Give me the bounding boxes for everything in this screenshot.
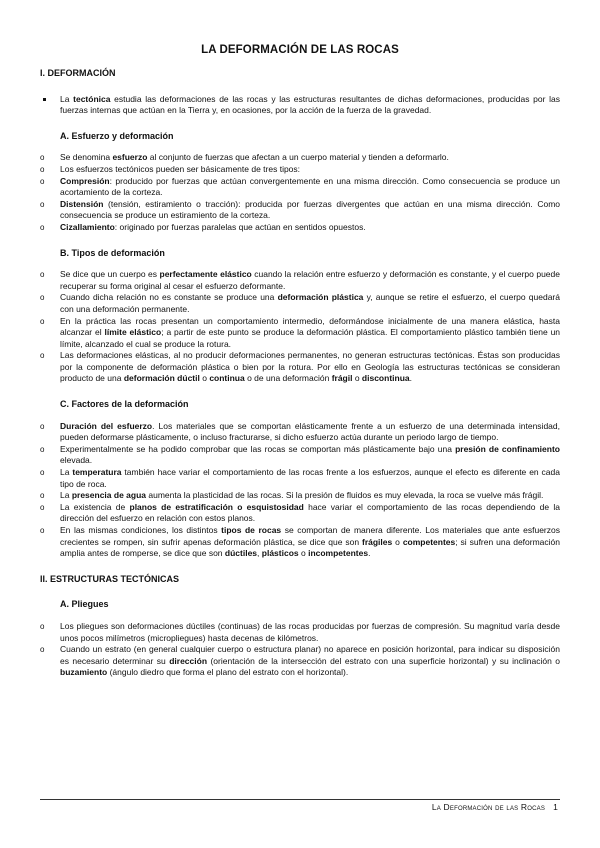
emphasis-term: buzamiento bbox=[60, 667, 108, 678]
page-footer bbox=[432, 802, 558, 812]
emphasis-term: planos de estratificación o esquistosidad bbox=[129, 501, 304, 512]
list-tipos bbox=[40, 269, 560, 385]
emphasis-term: temperatura bbox=[72, 467, 122, 478]
list-item: o Las deformaciones elásticas, al no producir deformaciones permanentes, no generan estructuras tectónicas. Éstas son producidas por la componente de deformación plástica o bien por la rotura. Por ello en Geología las estructuras tectónicas se consideran producto de una deformación dúctil o continua o de una deformación frágil o discontinua. bbox=[40, 350, 560, 384]
footer-running-title: La Deformación de las Rocas bbox=[431, 802, 546, 812]
list-item: o Se denomina esfuerzo al conjunto de fuerzas que afectan a un cuerpo material y tienden a deformarlo. bbox=[40, 152, 449, 163]
subsection-heading-tipos: B. Tipos de deformación bbox=[60, 247, 165, 258]
emphasis-term: perfectamente elástico bbox=[159, 269, 252, 280]
list-item: o Compresión: producido por fuerzas que actúan convergentemente en una misma dirección. Como consecuencia se produce un acortamiento de la corteza. bbox=[40, 175, 560, 198]
list-item: o La existencia de planos de estratificación o esquistosidad hace variar el comportamiento de las rocas dependiendo de la dirección del esfuerzo en relación con estos planos. bbox=[40, 501, 561, 524]
list-item: o Cuando dicha relación no es constante se produce una deformación plástica y, aunque se retire el esfuerzo, el cuerpo quedará con una deformación permanente. bbox=[40, 292, 560, 314]
emphasis-term: tectónica bbox=[73, 93, 111, 104]
emphasis-term: plásticos bbox=[261, 548, 299, 559]
emphasis-term: frágiles bbox=[361, 536, 393, 547]
emphasis-term: dúctiles bbox=[224, 548, 258, 559]
list-pliegues bbox=[40, 621, 560, 679]
bullet-marker: o bbox=[40, 153, 45, 163]
intro-paragraph: La tectónica estudia las deformaciones de las rocas y las estructuras resultantes de dichas deformaciones, producidas por las fuerzas internas que actúan en la Tierra y, en ocasiones, por la acción de la fuerza de la gravedad. bbox=[40, 94, 560, 117]
emphasis-term: Duración del esfuerzo bbox=[60, 420, 153, 431]
bullet-marker: o bbox=[40, 176, 45, 186]
list-item: o Los esfuerzos tectónicos pueden ser básicamente de tres tipos: bbox=[40, 163, 301, 174]
section-heading-deformacion: I. DEFORMACIÓN bbox=[40, 68, 116, 78]
bullet-marker: o bbox=[40, 645, 45, 655]
list-esfuerzo bbox=[40, 152, 560, 233]
page-number: 1 bbox=[553, 802, 558, 812]
list-item: o En las mismas condiciones, los distintos tipos de rocas se comportan de manera diferente. Los materiales que ante esfuerzos crecientes se rompen, sin sufrir apenas deformación plástica, se dice que son frágiles o competentes; si sufren una deformación amplia antes de romperse, se dice que son dúctiles, plásticos o incompetentes. bbox=[40, 525, 561, 559]
bullet-marker: o bbox=[40, 444, 45, 454]
emphasis-term: presencia de agua bbox=[71, 490, 146, 501]
emphasis-term: continua bbox=[209, 373, 245, 384]
bullet-marker: o bbox=[40, 164, 45, 174]
list-item: o Duración del esfuerzo. Los materiales que se comportan elásticamente frente a un esfuerzo de una determinada intensidad, pueden deformarse plásticamente, o incluso fracturarse, si dicho esfuerzo actúa durante un periodo largo de tiempo. bbox=[40, 420, 560, 443]
document-body bbox=[40, 68, 560, 679]
bullet-marker: o bbox=[40, 526, 45, 535]
subsection-heading-factores: C. Factores de la deformación bbox=[60, 399, 189, 410]
list-item: o Cizallamiento: originado por fuerzas paralelas que actúan en sentidos opuestos. bbox=[40, 221, 366, 232]
list-item: o La presencia de agua aumenta la plasticidad de las rocas. Si la presión de fluidos es muy elevada, la roca se vuelve más frágil. bbox=[40, 490, 544, 501]
list-item: o La temperatura también hace variar el comportamiento de las rocas frente a los esfuerzos, aunque el efecto es diferente en cada tipo de roca. bbox=[40, 467, 560, 489]
emphasis-term: Compresión bbox=[60, 175, 110, 186]
list-item: o Los pliegues son deformaciones dúctiles (continuas) de las rocas producidas por fuerzas de compresión. Su magnitud varía desde unos pocos milímetros (micropliegues) hasta decenas de kilómetros. bbox=[40, 620, 560, 643]
list-item: o Experimentalmente se ha podido comprobar que las rocas se comportan más plásticamente bajo una presión de confinamiento elevada. bbox=[40, 443, 560, 466]
bullet-marker: o bbox=[40, 316, 45, 326]
list-item: o Cuando un estrato (en general cualquier cuerpo o estructura planar) no aparece en posición horizontal, para indicar su disposición es necesario determinar su dirección (orientación de la intersección del estrato con una superficie horizontal) y su inclinación o buzamiento (ángulo diedro que forma el plano del estrato con el horizontal). bbox=[40, 644, 560, 678]
subsection-heading-pliegues: A. Pliegues bbox=[60, 599, 109, 610]
bullet-marker: o bbox=[40, 468, 45, 478]
emphasis-term: límite elástico bbox=[104, 327, 162, 338]
emphasis-term: deformación plástica bbox=[277, 292, 364, 303]
emphasis-term: deformación dúctil bbox=[123, 373, 200, 384]
emphasis-term: incompetentes bbox=[308, 548, 369, 559]
emphasis-term: presión de confinamiento bbox=[455, 443, 560, 454]
emphasis-term: Distensión bbox=[60, 198, 104, 209]
emphasis-term: Cizallamiento bbox=[60, 221, 115, 232]
footer-rule bbox=[40, 799, 560, 800]
emphasis-term: tipos de rocas bbox=[221, 525, 282, 535]
subsection-heading-esfuerzo: A. Esfuerzo y deformación bbox=[60, 130, 174, 141]
bullet-marker: o bbox=[40, 491, 45, 501]
emphasis-term: discontinua bbox=[361, 373, 410, 384]
emphasis-term: esfuerzo bbox=[112, 152, 148, 163]
bullet-marker: o bbox=[40, 502, 45, 512]
list-item: o Se dice que un cuerpo es perfectamente elástico cuando la relación entre esfuerzo y deformación es constante, y el cuerpo puede recuperar su forma original al cesar el esfuerzo deformante. bbox=[40, 269, 560, 291]
bullet-marker: o bbox=[40, 351, 45, 361]
bullet-marker: o bbox=[40, 270, 45, 280]
bullet-marker: o bbox=[40, 293, 45, 303]
bullet-marker: o bbox=[40, 621, 45, 631]
bullet-marker: o bbox=[40, 222, 45, 232]
document-title: LA DEFORMACIÓN DE LAS ROCAS bbox=[201, 44, 399, 56]
bullet-marker: o bbox=[40, 421, 45, 431]
list-factores bbox=[40, 421, 560, 560]
list-item: o En la práctica las rocas presentan un comportamiento intermedio, deformándose inicialmente de una manera elástica, hasta alcanzar el límite elástico; a partir de este punto se produce la deformación plástica. El comportamiento plástico también tiene un límite, alcanzado el cual se produce la rotura. bbox=[40, 315, 561, 349]
section-heading-estructuras: II. ESTRUCTURAS TECTÓNICAS bbox=[40, 573, 180, 584]
bullet-marker: o bbox=[40, 199, 45, 209]
list-item: o Distensión (tensión, estiramiento o tracción): producida por fuerzas divergentes que actúan en una misma dirección. Como consecuencia se produce un estiramiento de la corteza. bbox=[40, 198, 560, 221]
emphasis-term: dirección bbox=[169, 655, 208, 666]
emphasis-term: competentes bbox=[402, 536, 456, 547]
emphasis-term: frágil bbox=[331, 373, 353, 384]
